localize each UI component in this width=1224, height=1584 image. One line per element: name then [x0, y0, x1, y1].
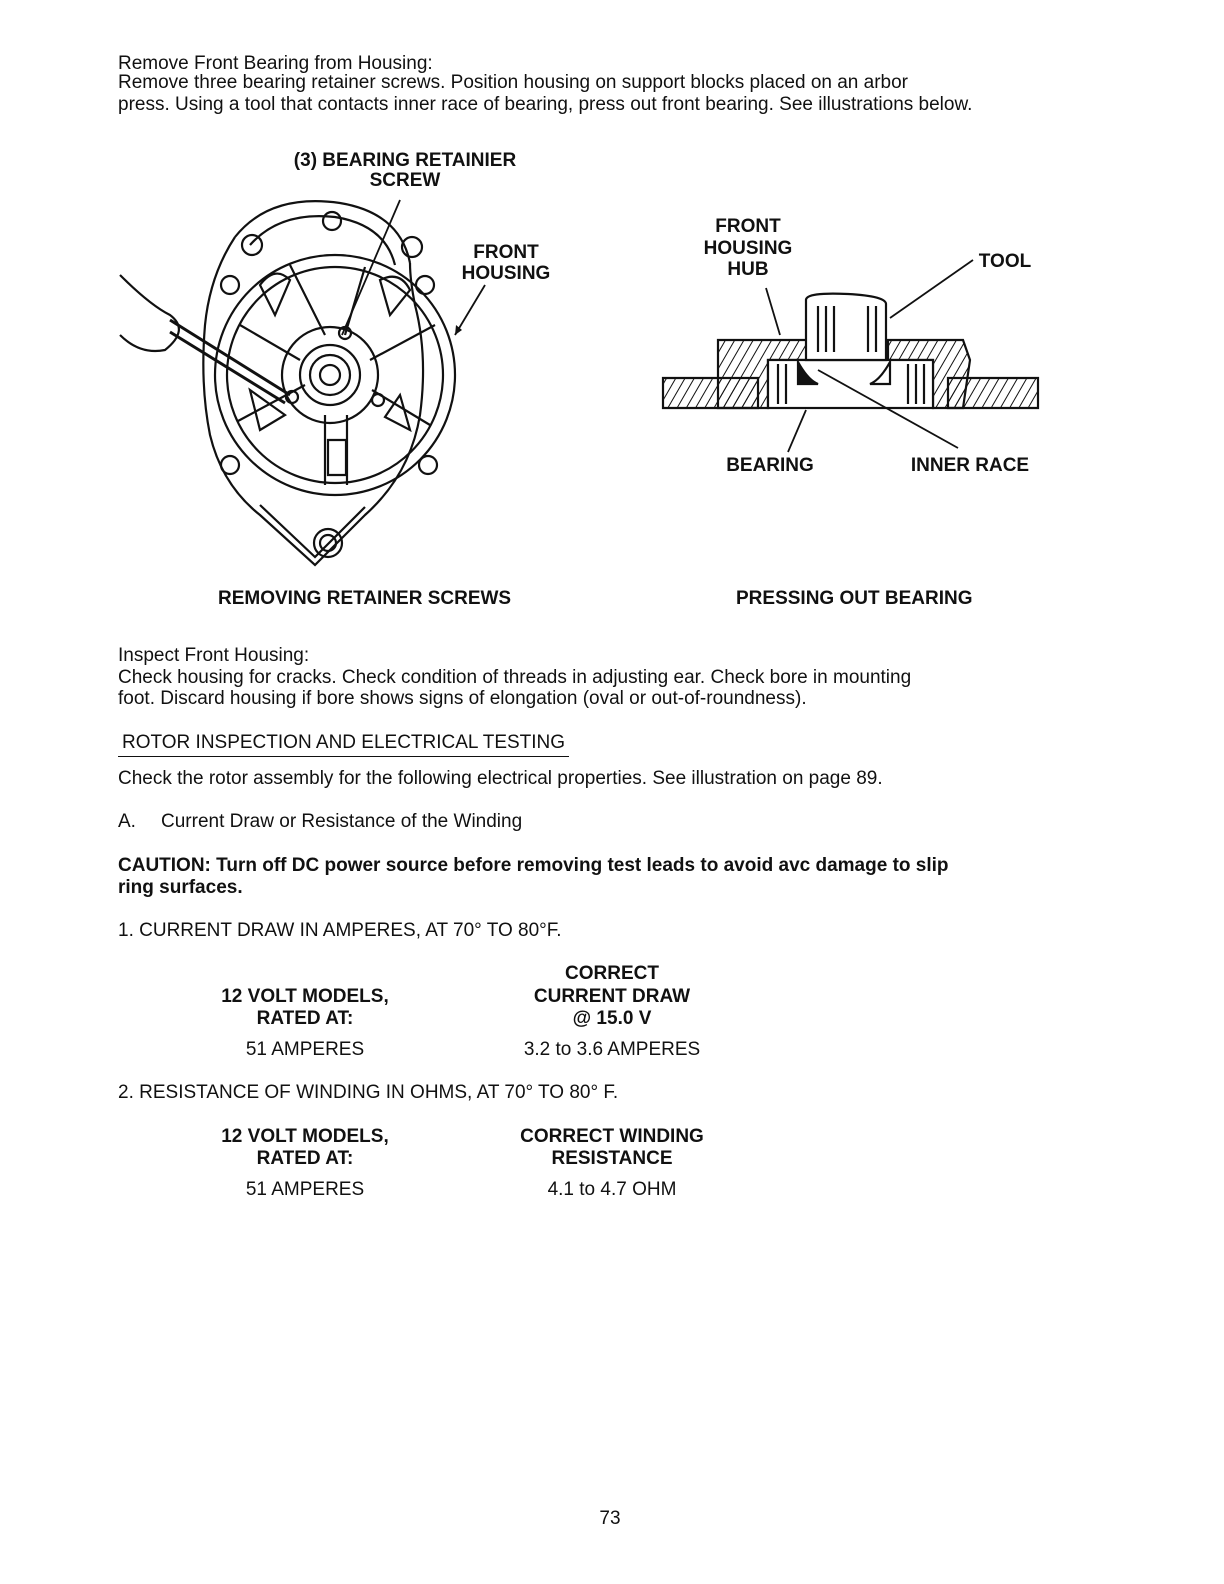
table1-cell-rating: 51 AMPERES — [245, 1039, 365, 1060]
table1-col2-header-3: @ 15.0 V — [572, 1008, 652, 1029]
table1-col2-header-2: CURRENT DRAW — [533, 986, 691, 1007]
label-inner-race: INNER RACE — [910, 455, 1030, 476]
caution-line-1: CAUTION: Turn off DC power source before removing test leads to avoid avc damage to slip — [118, 855, 949, 876]
label-front-housing-2: HOUSING — [461, 263, 551, 284]
rotor-intro: Check the rotor assembly for the following electrical properties. See illustration on page 89. — [118, 768, 883, 789]
inspect-heading: Inspect Front Housing: — [118, 645, 310, 666]
label-retainer-screw-1: (3) BEARING RETAINIER — [293, 150, 517, 171]
caution-line-2: ring surfaces. — [118, 877, 243, 898]
intro-line-1: Remove three bearing retainer screws. Position housing on support blocks placed on an arbor — [118, 72, 909, 93]
section-title-rotor: ROTOR INSPECTION AND ELECTRICAL TESTING — [118, 732, 569, 757]
caption-pressing-bearing: PRESSING OUT BEARING — [736, 588, 973, 609]
label-bearing: BEARING — [726, 455, 814, 476]
table1-heading: 1. CURRENT DRAW IN AMPERES, AT 70° TO 80°F. — [118, 920, 562, 941]
intro-line-2: press. Using a tool that contacts inner race of bearing, press out front bearing. See illustrations below. — [118, 94, 973, 115]
table2-col2-header-2: RESISTANCE — [551, 1148, 673, 1169]
item-a-text: Current Draw or Resistance of the Winding — [161, 811, 523, 832]
caption-removing-screws: REMOVING RETAINER SCREWS — [218, 588, 512, 609]
table2-col1-header-1: 12 VOLT MODELS, — [221, 1126, 389, 1147]
table1-col1-header-2: RATED AT: — [256, 1008, 354, 1029]
bearing-illustration — [658, 280, 1048, 450]
table1-col2-header-1: CORRECT — [565, 963, 659, 984]
label-hub-2: HOUSING — [703, 238, 793, 259]
label-tool: TOOL — [978, 251, 1032, 272]
housing-illustration — [110, 185, 480, 575]
label-hub-3: HUB — [727, 259, 769, 280]
table1-cell-current: 3.2 to 3.6 AMPERES — [523, 1039, 701, 1060]
table2-cell-resistance: 4.1 to 4.7 OHM — [547, 1179, 677, 1200]
table2-col2-header-1: CORRECT WINDING — [520, 1126, 704, 1147]
table2-col1-header-2: RATED AT: — [256, 1148, 354, 1169]
item-a-letter: A. — [118, 811, 136, 832]
table1-col1-header-1: 12 VOLT MODELS, — [221, 986, 389, 1007]
table2-heading: 2. RESISTANCE OF WINDING IN OHMS, AT 70° TO 80° F. — [118, 1082, 619, 1103]
intro-heading: Remove Front Bearing from Housing: — [118, 53, 433, 74]
page-number: 73 — [599, 1508, 621, 1529]
label-hub-1: FRONT — [715, 216, 781, 237]
label-front-housing-1: FRONT — [473, 242, 539, 263]
inspect-line-2: foot. Discard housing if bore shows signs of elongation (oval or out-of-roundness). — [118, 688, 807, 709]
inspect-line-1: Check housing for cracks. Check condition of threads in adjusting ear. Check bore in mounting — [118, 667, 912, 688]
label-retainer-screw-2: SCREW — [369, 170, 441, 191]
table2-cell-rating: 51 AMPERES — [245, 1179, 365, 1200]
